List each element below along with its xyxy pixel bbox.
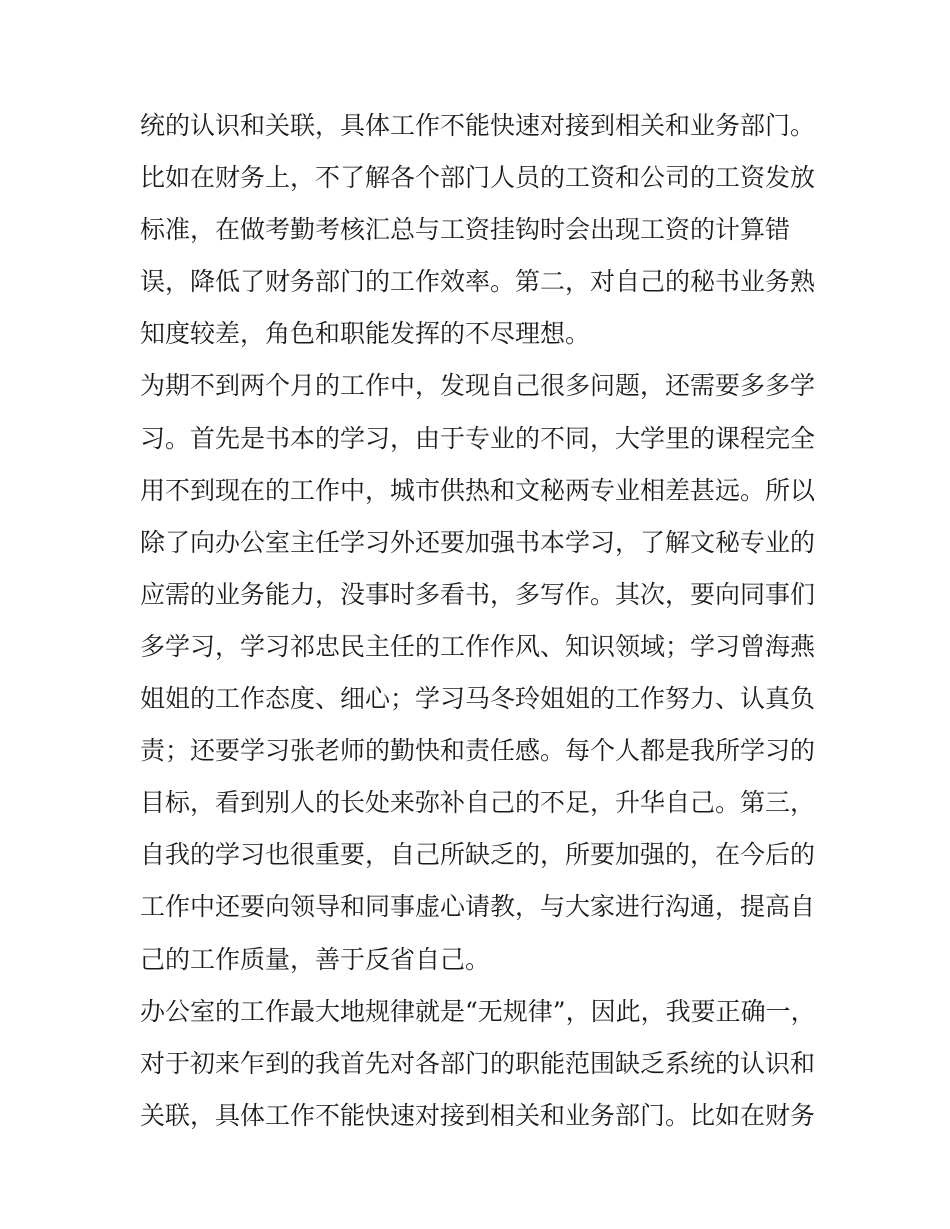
text-line: 目标，看到别人的长处来弥补自己的不足，升华自己。第三， bbox=[140, 788, 816, 818]
text-line: 对于初来乍到的我首先对各部门的职能范围缺乏系统的认识和 bbox=[140, 1048, 816, 1078]
text-line: 比如在财务上，不了解各个部门人员的工资和公司的工资发放 bbox=[140, 163, 816, 193]
text-line: 为期不到两个月的工作中，发现自己很多问题，还需要多多学 bbox=[140, 371, 816, 401]
text-line: 己的工作质量，善于反省自己。 bbox=[140, 944, 491, 974]
text-line: 除了向办公室主任学习外还要加强书本学习，了解文秘专业的 bbox=[140, 527, 816, 557]
text-line: 工作中还要向领导和同事虚心请教，与大家进行沟通，提高自 bbox=[140, 892, 816, 922]
text-line: 标准，在做考勤考核汇总与工资挂钩时会出现工资的计算错 bbox=[140, 215, 791, 245]
text-line: 办公室的工作最大地规律就是“无规律”，因此，我要正确一， bbox=[140, 996, 816, 1026]
text-line: 统的认识和关联，具体工作不能快速对接到相关和业务部门。 bbox=[140, 111, 816, 140]
text-line: 知度较差，角色和职能发挥的不尽理想。 bbox=[140, 319, 591, 349]
text-line: 误，降低了财务部门的工作效率。第二，对自己的秘书业务熟 bbox=[140, 267, 816, 297]
text-line: 关联，具体工作不能快速对接到相关和业务部门。比如在财务 bbox=[140, 1100, 816, 1130]
text-line: 应需的业务能力，没事时多看书，多写作。其次，要向同事们 bbox=[140, 579, 816, 609]
text-line: 习。首先是书本的学习，由于专业的不同，大学里的课程完全 bbox=[140, 423, 816, 453]
text-line: 姐姐的工作态度、细心；学习马冬玲姐姐的工作努力、认真负 bbox=[140, 684, 816, 714]
text-line: 自我的学习也很重要，自己所缺乏的，所要加强的，在今后的 bbox=[140, 840, 816, 870]
body-text bbox=[140, 100, 840, 1142]
text-line: 责；还要学习张老师的勤快和责任感。每个人都是我所学习的 bbox=[140, 736, 816, 766]
text-line: 多学习，学习祁忠民主任的工作作风、知识领域；学习曾海燕 bbox=[140, 631, 816, 661]
text-line: 用不到现在的工作中，城市供热和文秘两专业相差甚远。所以 bbox=[140, 475, 816, 505]
